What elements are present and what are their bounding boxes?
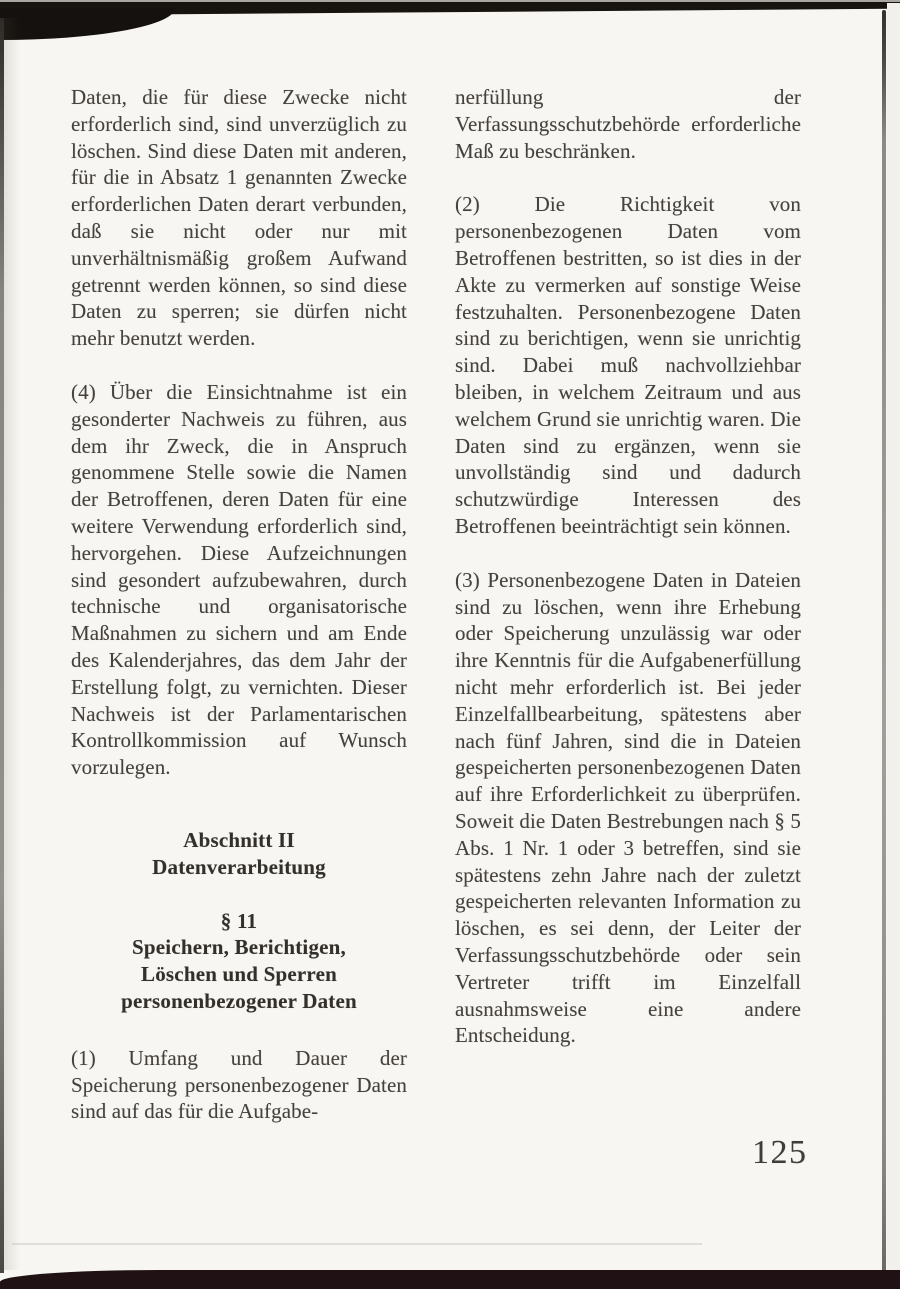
page-number: 125 bbox=[752, 1134, 808, 1171]
law-title-line-2: Löschen und Sperren bbox=[141, 962, 337, 987]
paragraph-data-loeschen: Daten, die für diese Zwecke nicht erforderlich sind, sind unverzüglich zu löschen. Sind diese Daten mit anderen, für die in Absatz 1 genannten Zwecke erforderlichen Daten derart verbunden, daß sie nicht oder nur mit unverhältnismäßig großem Aufwand getrennt werden können, so sind diese Daten zu sperren; sie dürfen nicht mehr benutzt werden. bbox=[71, 85, 407, 351]
law-title-line-3: personenbezogener Daten bbox=[121, 988, 357, 1013]
right-column bbox=[455, 84, 801, 1076]
section-heading-line-2: Datenverarbeitung bbox=[152, 854, 326, 879]
paragraph-einsichtnahme: (4) Über die Einsichtnahme ist ein gesonderter Nachweis zu führen, aus dem ihr Zweck, die in Anspruch genommene Stelle sowie die Namen der Betroffenen, deren Daten für eine weitere Verwendung erforderlich sind, hervorgehen. Diese Aufzeichnungen sind gesondert aufzubewahren, durch technische und organisatorische Maßnahmen zu sichern und am Ende des Kalenderjahres, das dem Jahr der Erstellung folgt, zu vernichten. Dieser Nachweis ist der Parlamentarischen Kontrollkommission auf Wunsch vorzulegen. bbox=[71, 379, 407, 780]
page-edge-line-right bbox=[882, 10, 886, 1272]
left-column bbox=[71, 84, 407, 1152]
scan-edge-bottom bbox=[0, 1270, 900, 1289]
paragraph-umfang-dauer: (1) Umfang und Dauer der Speicherung personenbezogener Daten sind auf das für die Aufgabe- bbox=[71, 1045, 407, 1124]
scan-bottom-streak bbox=[12, 1243, 702, 1245]
law-heading bbox=[71, 908, 407, 1015]
scan-left-shadow bbox=[4, 18, 20, 1270]
scan-right-margin bbox=[887, 3, 900, 1273]
law-number: § 11 bbox=[220, 908, 258, 933]
section-heading-line-1: Abschnitt II bbox=[183, 827, 295, 852]
law-title-line-1: Speichern, Berichtigen, bbox=[132, 935, 346, 960]
paragraph-richtigkeit: (2) Die Richtigkeit von personenbezogenen Daten vom Betroffenen bestritten, so ist dies in der Akte zu vermerken auf sonstige Weise festzuhalten. Personenbezogene Daten sind zu berichtigen, wenn sie unrichtig sind. Dabei muß nachvollziehbar bleiben, in welchem Zeitraum und aus welchem Grund sie unrichtig waren. Die Daten sind zu ergänzen, wenn sie unvollständig sind und dadurch schutzwürdige Interessen des Betroffenen beeinträchtigt sein können. bbox=[455, 192, 801, 538]
paragraph-beschraenken: nerfüllung der Verfassungsschutzbehörde erforderliche Maß zu beschränken. bbox=[455, 85, 801, 163]
section-heading bbox=[71, 827, 407, 881]
paragraph-dateien-loeschen: (3) Personenbezogene Daten in Dateien sind zu löschen, wenn ihre Erhebung oder Speicherung unzulässig war oder ihre Kenntnis für die Aufgabenerfüllung nicht mehr erforderlich ist. Bei jeder Einzelfallbearbeitung, spätestens aber nach fünf Jahren, sind die in Dateien gespeicherten personenbezogenen Daten auf ihre Erforderlichkeit zu überprüfen. Soweit die Daten Bestrebungen nach § 5 Abs. 1 Nr. 1 oder 3 betreffen, sind sie spätestens zehn Jahre nach der zuletzt gespeicherten relevanten Information zu löschen, es sei denn, der Leiter der Verfassungsschutzbehörde oder sein Vertreter trifft im Einzelfall ausnahmsweise eine andere Entscheidung. bbox=[455, 567, 801, 1048]
scan-corner-top-left bbox=[0, 8, 175, 40]
